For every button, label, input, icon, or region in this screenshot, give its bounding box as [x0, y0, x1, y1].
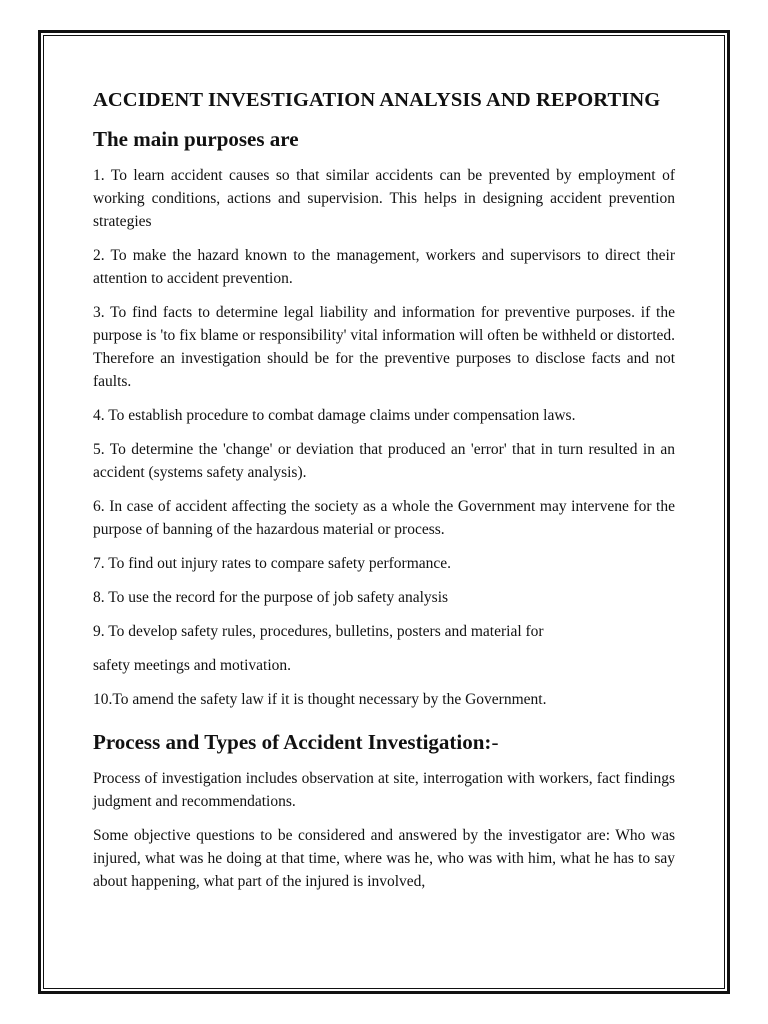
section-heading-process	[93, 729, 675, 755]
purpose-item-3: 3. To find facts to determine legal liability and information for preventive purposes. if the purpose is 'to fix blame or responsibility' vital information will often be withheld or distorted. Therefore an investigation should be for the preventive purposes to disclose facts and not faults.	[93, 304, 675, 390]
purpose-item-9: 9. To develop safety rules, procedures, bulletins, posters and material for	[93, 623, 544, 640]
purpose-item-4: 4. To establish procedure to combat damage claims under compensation laws.	[93, 407, 576, 424]
purpose-item-5: 5. To determine the 'change' or deviation that produced an 'error' that in turn resulted in an accident (systems safety analysis).	[93, 441, 675, 481]
purpose-item-1: 1. To learn accident causes so that similar accidents can be prevented by employment of working conditions, actions and supervision. This helps in designing accident prevention strategies	[93, 167, 675, 230]
document-title: ACCIDENT INVESTIGATION ANALYSIS AND REPORTING	[93, 89, 661, 111]
purpose-item-10: 10.To amend the safety law if it is thought necessary by the Government.	[93, 691, 547, 708]
purpose-item-9-continued: safety meetings and motivation.	[93, 657, 292, 674]
process-paragraph-1: Process of investigation includes observation at site, interrogation with workers, fact findings judgment and recommendations.	[93, 770, 675, 810]
purpose-item-2: 2. To make the hazard known to the management, workers and supervisors to direct their attention to accident prevention.	[93, 247, 675, 287]
purpose-item-8: 8. To use the record for the purpose of job safety analysis	[93, 589, 449, 606]
section-heading-purposes: The main purposes are	[93, 127, 299, 151]
document-body	[93, 87, 675, 904]
section-heading-process-suffix: -	[491, 730, 499, 754]
process-paragraph-2: Some objective questions to be considered and answered by the investigator are: Who was injured, what was he doing at that time, where was he, who was with him, what he has to say about happening, what part of the injured is involved,	[93, 827, 675, 890]
section-heading-process-text: Process and Types of Accident Investigation:	[93, 730, 492, 754]
purpose-item-6: 6. In case of accident affecting the society as a whole the Government may intervene for the purpose of banning of the hazardous material or process.	[93, 498, 675, 538]
purpose-item-7: 7. To find out injury rates to compare safety performance.	[93, 555, 452, 572]
